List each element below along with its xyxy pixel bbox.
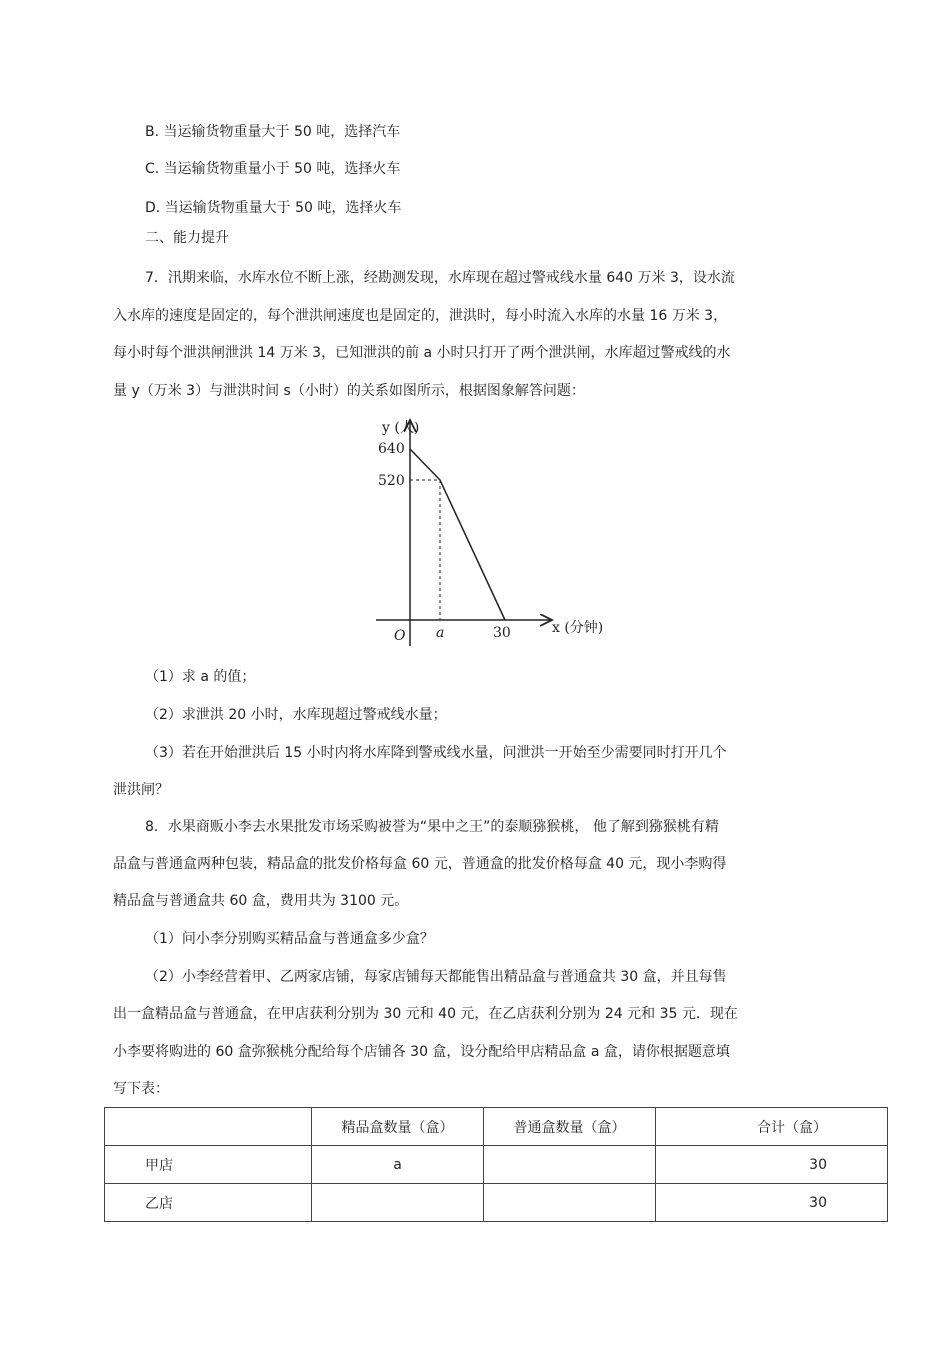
q8-part-2-line-2: 出一盒精品盒与普通盒，在甲店获利分别为 30 元和 40 元，在乙店获利分别为 24 元和 35 元．现在 [113, 1006, 738, 1022]
q7-part-1: （1）求 a 的值； [145, 669, 256, 685]
q7-line-4: 量 y（万米 3）与泄洪时间 s（小时）的关系如图所示，根据图象解答问题： [113, 383, 585, 399]
y-axis-label: y (人) [382, 420, 420, 436]
q7-part-2: （2）求泄洪 20 小时，水库现超过警戒线水量； [145, 707, 447, 723]
table-cell [312, 1184, 484, 1222]
table-cell: a [312, 1146, 484, 1184]
option-c: C. 当运输货物重量小于 50 吨，选择火车 [145, 161, 401, 177]
q8-line-1: 8．水果商贩小李去水果批发市场采购被誉为“果中之王”的泰顺猕猴桃， 他了解到猕猴桃有精 [145, 819, 719, 835]
table-cell: 甲店 [105, 1146, 312, 1184]
y-tick-640: 640 [378, 441, 405, 457]
q8-part-2-line-1: （2）小李经营着甲、乙两家店铺，每家店铺每天都能售出精品盒与普通盒共 30 盒，并且每售 [145, 969, 727, 985]
fill-in-table [104, 1107, 888, 1222]
q7-part-3: （3）若在开始泄洪后 15 小时内将水库降到警戒线水量，问泄洪一开始至少需要同时打开几个 [145, 745, 727, 761]
q7-line-3: 每小时每个泄洪闸泄洪 14 万米 3，已知泄洪的前 a 小时只打开了两个泄洪闸，水库超过警戒线的水 [113, 345, 731, 361]
table-header-cell [105, 1108, 312, 1146]
table-header-cell: 合计（盒） [656, 1108, 888, 1146]
y-tick-520: 520 [378, 473, 405, 489]
table-row [105, 1146, 888, 1184]
line-graph [360, 412, 620, 652]
table-header-cell: 普通盒数量（盒） [484, 1108, 656, 1146]
x-tick-a: a [436, 625, 445, 641]
x-axis-label: x (分钟) [552, 620, 604, 636]
origin-label: O [394, 628, 406, 644]
table-cell [484, 1184, 656, 1222]
table-cell: 30 [656, 1184, 888, 1222]
table-header-row [105, 1108, 888, 1146]
q7-part-3-cont: 泄洪闸？ [113, 782, 169, 798]
q8-line-2: 品盒与普通盒两种包装，精品盒的批发价格每盒 60 元，普通盒的批发价格每盒 40 元，现小李购得 [113, 856, 727, 872]
data-line [410, 449, 505, 620]
q7-line-1: 7．汛期来临，水库水位不断上涨，经勘测发现，水库现在超过警戒线水量 640 万米 3，设水流 [145, 270, 735, 286]
q8-part-2-line-4: 写下表： [113, 1081, 169, 1097]
x-tick-30: 30 [493, 625, 511, 641]
q7-line-2: 入水库的速度是固定的，每个泄洪闸速度也是固定的，泄洪时，每小时流入水库的水量 16 万米 3， [113, 308, 728, 324]
option-d: D. 当运输货物重量大于 50 吨，选择火车 [145, 200, 402, 216]
table-header-cell: 精品盒数量（盒） [312, 1108, 484, 1146]
q8-part-2-line-3: 小李要将购进的 60 盒弥猴桃分配给每个店铺各 30 盒，设分配给甲店精品盒 a 盒，请你根据题意填 [113, 1044, 730, 1060]
table-cell: 乙店 [105, 1184, 312, 1222]
section-heading: 二、能力提升 [145, 230, 229, 246]
table-row [105, 1184, 888, 1222]
option-b: B. 当运输货物重量大于 50 吨，选择汽车 [145, 124, 401, 140]
table-cell: 30 [656, 1146, 888, 1184]
q8-part-1: （1）问小李分别购买精品盒与普通盒多少盒？ [145, 931, 434, 947]
table-cell [484, 1146, 656, 1184]
q8-line-3: 精品盒与普通盒共 60 盒，费用共为 3100 元。 [113, 893, 409, 909]
